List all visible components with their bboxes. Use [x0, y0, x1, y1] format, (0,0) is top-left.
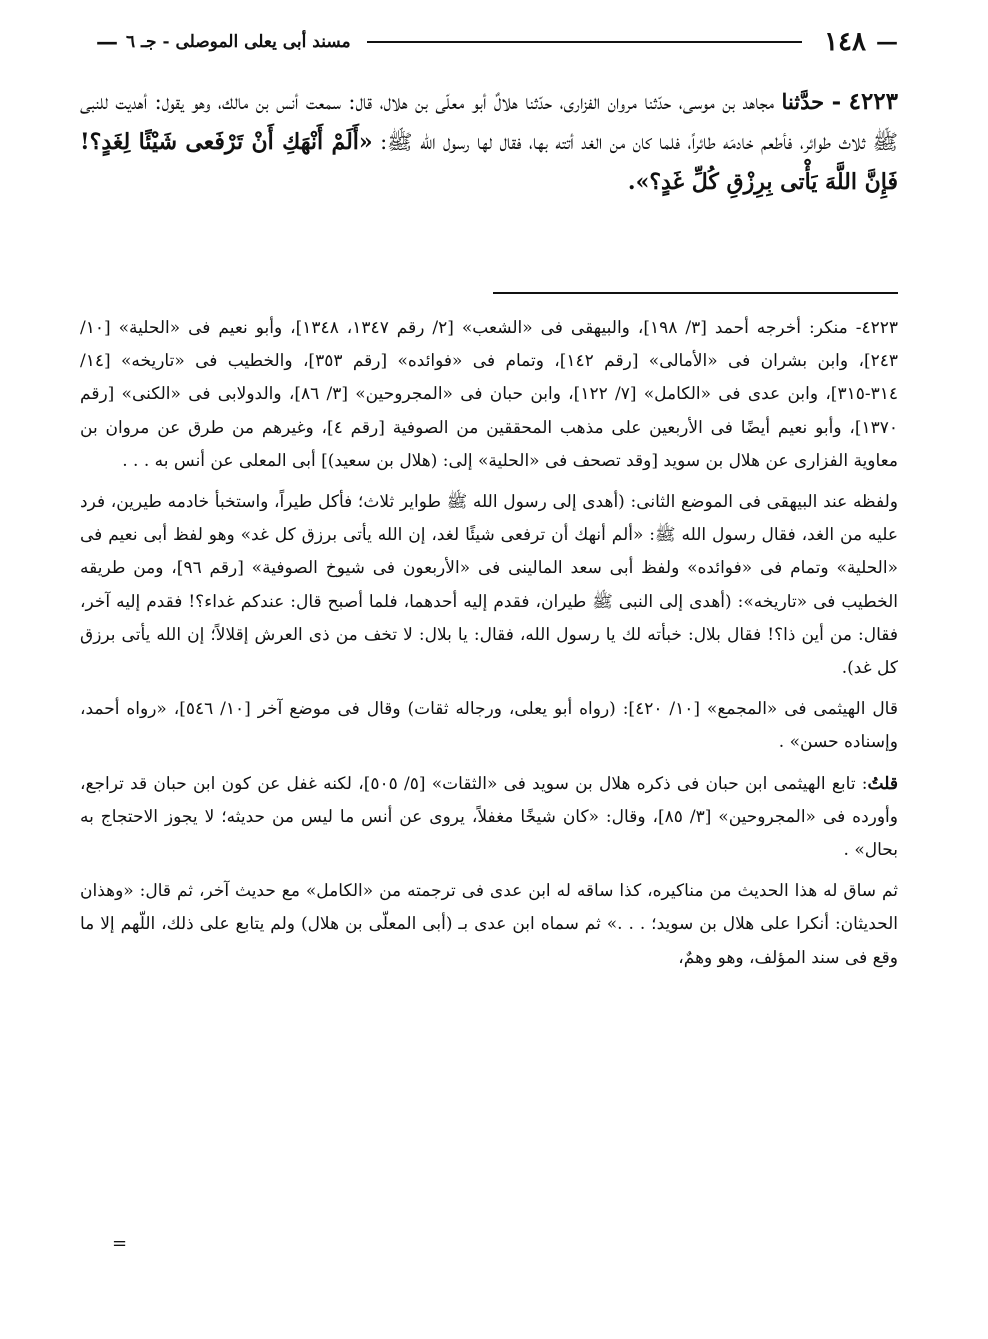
- header-dash-right: —: [876, 29, 898, 55]
- header-dash-left: —: [96, 29, 118, 55]
- footnote-ibn-adi: ثم ساق له هذا الحديث من مناكيره، كذا ساقه له ابن عدى فى ترجمته من «الكامل» مع حديث آخر، ثم قال: «وهذان الحديثان: أنكرا على هلال بن سويد؛ . . .» ثم سماه ابن عدى بـ (أبى المعلّى بن هلال) ولم يتابع على ذلك، اللّهم إلا ما وقع فى سند المؤلف، وهو وهمٌ،: [80, 881, 898, 968]
- footnote-qult: [80, 768, 898, 868]
- hadith-number: ٤٢٢٣: [848, 88, 899, 115]
- hadith-text: [80, 82, 898, 202]
- footnote-haythami: قال الهيثمى فى «المجمع» [١٠/ ٤٢٠]: (رواه أبو يعلى، ورجاله ثقات) وقال فى موضع آخر [١٠/ ٥٤٦]، «رواه أحمد، وإسناده حسن» .: [80, 699, 898, 753]
- page-number: ١٤٨: [824, 27, 866, 57]
- footnote-wording: ولفظه عند البيهقى فى الموضع الثانى: (أهدى إلى رسول الله ﷺ طواير ثلاث؛ فأكل طيراً، واستخبأ خادمه طيرين، فرد عليه من الغد، فقال رسول الله ﷺ: «ألم أنهك أن ترفعى شيئًا لغد، إن الله يأتى برزق كل غد» وهو لفظ أبى نعيم فى «الحلية» وتمام فى «فوائده» ولفظ أبى سعد المالينى فى «الأربعون فى شيوخ الصوفية» [رقم ٩٦]، ومن طريقه الخطيب فى «تاريخه»: (أهدى إلى النبى ﷺ طيران، فقدم إليه أحدهما، فلما أصبح قال: عندكم غداء؟! فقدم إليه آخر، فقال: من أين ذا؟! فقال بلال: خبأته لك يا رسول الله، فقال: يا بلال: لا تخف من ذى العرش إقلالاً؛ إن الله يأتى برزق كل غد).: [80, 492, 898, 679]
- footnotes: [80, 312, 898, 983]
- footnote-takhrij: ٤٢٢٣- منكر: أخرجه أحمد [٣/ ١٩٨]، والبيهقى فى «الشعب» [٢/ رقم ١٣٤٧، ١٣٤٨]، وأبو نعيم فى «الحلية» [١٠/ ٢٤٣]، وابن بشران فى «الأمالى» [رقم ١٤٢]، وتمام فى «فوائده» [رقم ٣٥٣]، والخطيب فى «تاريخه» [١٤/ ٣١٤-٣١٥]، وابن عدى فى «الكامل» [٧/ ١٢٢]، وابن حبان فى «المجروحين» [٣/ ٨٦]، والدولابى فى «الكنى» [رقم ١٣٧٠]، وأبو نعيم أيضًا فى الأربعين على مذهب المحققين من الصوفية [رقم ٤]، وغيرهم من طرق عن مروان بن معاوية الفزارى عن هلال بن سويد [وقد تصحف فى «الحلية» إلى: (هلال بن سعيد)] أبى المعلى عن أنس به . . .: [80, 318, 898, 471]
- qult-label: قلتُ: [867, 773, 898, 794]
- hadith-quote: «أَلَمْ أَنْهَكِ أَنْ تَرْفَعى شَيْئًا لِغَدٍ؟! فَإِنَّ اللَّهَ يَأْتى بِرِزْقِ كُلِّ غَدٍ؟».: [80, 129, 898, 195]
- book-title: مسند أبى يعلى الموصلى - جـ ٦: [126, 32, 351, 52]
- hadith-dash: -: [831, 88, 842, 115]
- page-header: [96, 22, 898, 62]
- hadith-chain: مجاهد بن موسى، حدّثنا مروان الفزارى، حدّثنا هلالٌ أبو معلّى بن هلال، قال: سمعت أنس بن مالك، وهو يقول: أهديت للنبى ﷺ ثلاث طوائر، فأطعم خادمَه طائراً، فلما كان من الغد أتته بها، فقال لها رسول الله ﷺ:: [80, 90, 898, 154]
- footnote-separator: [493, 292, 898, 294]
- continuation-mark: =: [112, 1233, 128, 1254]
- qult-text: : تابع الهيثمى ابن حبان فى ذكره هلال بن سويد فى «الثقات» [٥/ ٥٠٥]، لكنه غفل عن كون ابن حبان قد تراجع، وأورده فى «المجروحين» [٣/ ٨٥]، وقال: «كان شيخًا مغفلاً، يروى عن أنس ما ليس من حديثه؛ لا يجوز الاحتجاج به بحال» .: [80, 773, 898, 861]
- header-rule: [367, 41, 802, 43]
- hadith-lead: حدَّثنا: [781, 89, 825, 114]
